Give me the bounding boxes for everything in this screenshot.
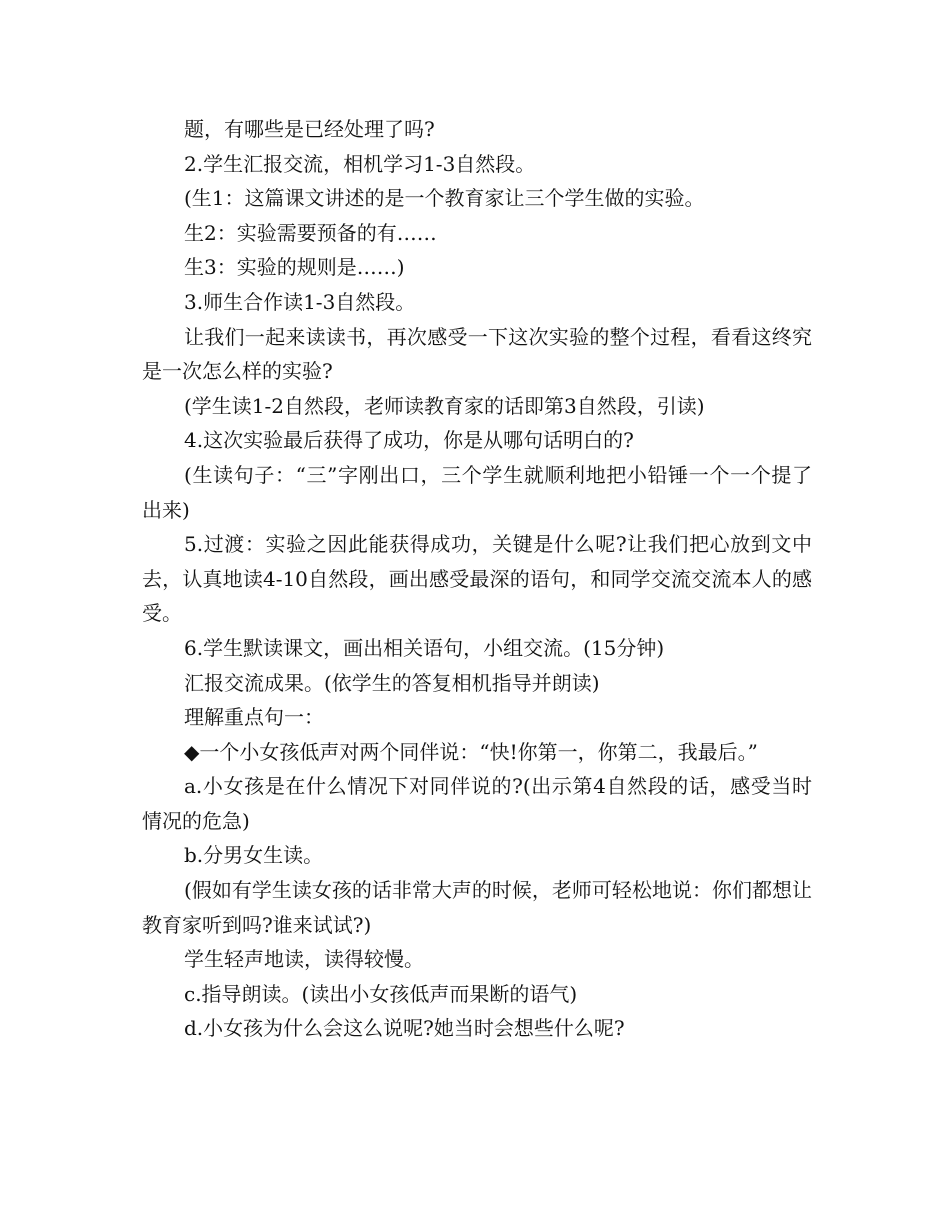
paragraph-19: 学生轻声地读，读得较慢。 — [184, 947, 424, 972]
paragraph-9: 4.这次实验最后获得了成功，你是从哪句话明白的? — [184, 428, 634, 453]
paragraph-17: b.分男女生读。 — [184, 843, 324, 868]
paragraph-21: d.小女孩为什么会这么说呢?她当时会想些什么呢? — [184, 1016, 625, 1041]
paragraph-5: 生3：实验的规则是……) — [184, 255, 405, 280]
paragraph-7: 让我们一起来读读书，再次感受一下这次实验的整个过程，看看这终究是一次怎么样的实验? — [142, 324, 812, 384]
paragraph-3: (生1：这篇课文讲述的是一个教育家让三个学生做的实验。 — [184, 186, 705, 211]
paragraph-12: 6.学生默读课文，画出相关语句，小组交流。(15分钟) — [184, 635, 665, 660]
paragraph-14: 理解重点句一： — [184, 705, 324, 730]
paragraph-4: 生2：实验需要预备的有…… — [184, 220, 437, 245]
paragraph-1: 题，有哪些是已经处理了吗? — [184, 117, 435, 141]
paragraph-8: (学生读1-2自然段，老师读教育家的话即第3自然段，引读) — [184, 393, 705, 418]
paragraph-2: 2.学生汇报交流，相机学习1-3自然段。 — [184, 151, 536, 176]
paragraph-10: (生读句子：“三”字刚出口，三个学生就顺利地把小铅锤一个一个提了出来) — [142, 462, 812, 522]
paragraph-20: c.指导朗读。(读出小女孩低声而果断的语气) — [184, 981, 578, 1006]
paragraph-18: (假如有学生读女孩的话非常大声的时候，老师可轻松地说：你们都想让教育家听到吗?谁来试试?) — [142, 878, 812, 937]
paragraph-15: ◆一个小女孩低声对两个同伴说：“快!你第一，你第二，我最后。” — [184, 739, 758, 764]
paragraph-16: a.小女孩是在什么情况下对同伴说的?(出示第4自然段的话，感受当时情况的危急) — [142, 774, 812, 833]
document-body — [142, 112, 812, 1046]
paragraph-11: 5.过渡：实验之因此能获得成功，关键是什么呢?让我们把心放到文中去，认真地读4-10自然段，画出感受最深的语句，和同学交流交流本人的感受。 — [142, 532, 812, 626]
paragraph-6: 3.师生合作读1-3自然段。 — [184, 289, 416, 314]
paragraph-13: 汇报交流成果。(依学生的答复相机指导并朗读) — [184, 670, 600, 695]
